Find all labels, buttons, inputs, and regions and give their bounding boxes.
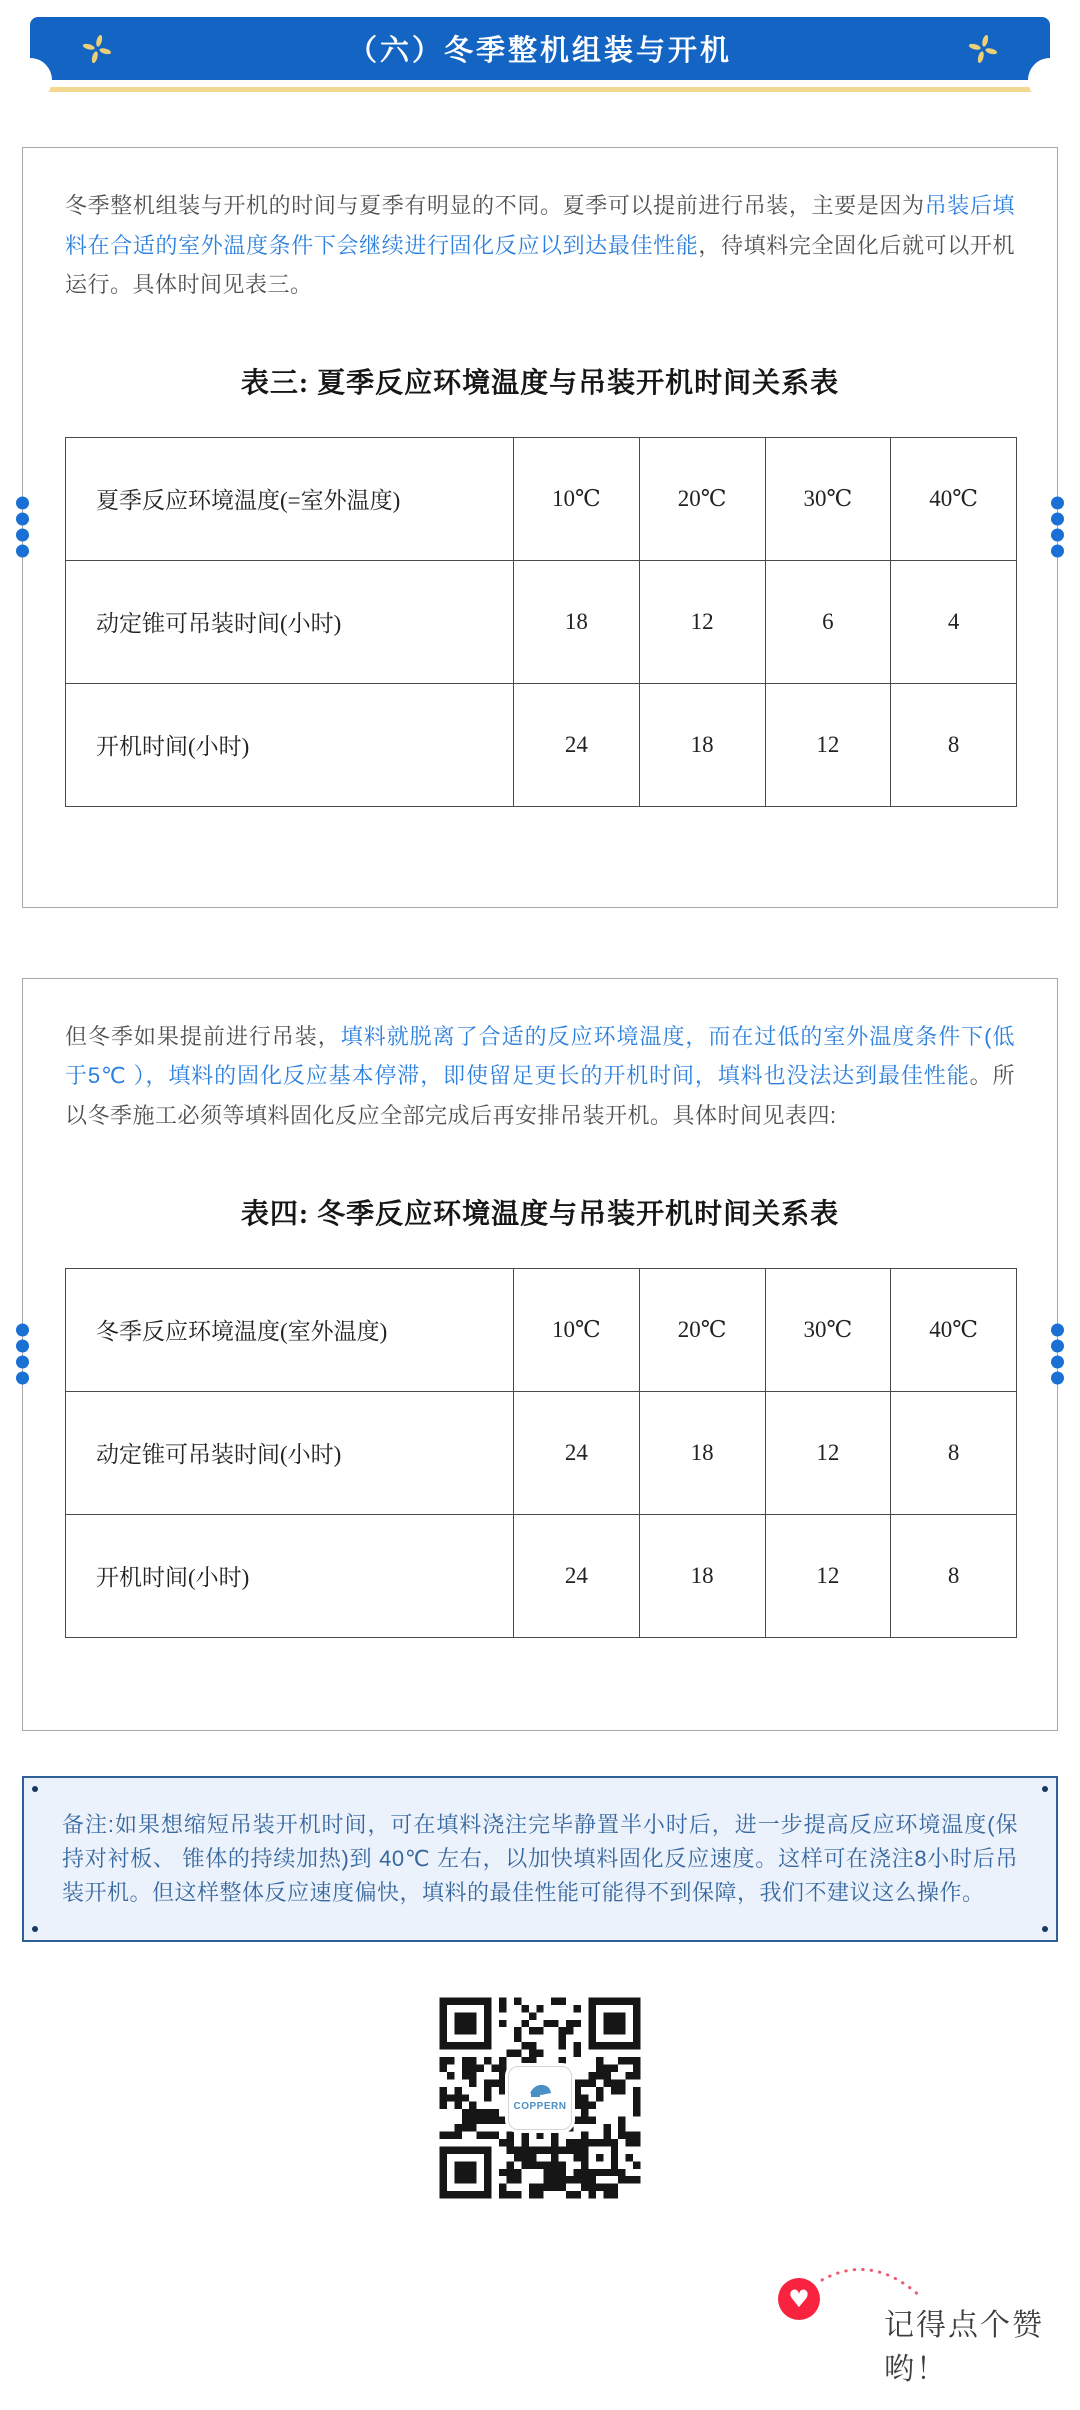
value-cell: 24 xyxy=(514,1391,640,1514)
value-cell: 6 xyxy=(765,560,891,683)
value-cell: 20℃ xyxy=(639,1268,765,1391)
value-cell: 40℃ xyxy=(891,1268,1017,1391)
value-cell: 20℃ xyxy=(639,437,765,560)
row-label-cell: 动定锥可吊装时间(小时) xyxy=(66,1391,514,1514)
qr-logo-text: COPPERN xyxy=(513,2101,567,2113)
row-label-cell: 夏季反应环境温度(=室外温度) xyxy=(66,437,514,560)
value-cell: 24 xyxy=(514,683,640,806)
text-segment: ，待填料完全固化后就可以开机运行。具体时间见表三。 xyxy=(65,232,1015,298)
winter-table-title: 表四: 冬季反应环境温度与吊装开机时间关系表 xyxy=(240,1198,840,1230)
coppern-logo-icon xyxy=(527,2083,553,2099)
value-cell: 8 xyxy=(891,1391,1017,1514)
row-label-cell: 冬季反应环境温度(室外温度) xyxy=(66,1268,514,1391)
page xyxy=(0,17,1080,2386)
value-cell: 8 xyxy=(891,1514,1017,1637)
note-text: 备注:如果想缩短吊装开机时间，可在填料浇注完毕静置半小时后，进一步提高反应环境温度(保持对衬板、 锥体的持续加热)到 40℃ 左右，以加快填料固化反应速度。这样可在浇注8小时后吊装开机。但这样整体反应速度偏快，填料的最佳性能可能得不到保障，我们不建议这么操作。 xyxy=(62,1811,1018,1905)
summer-paragraph xyxy=(65,186,1015,305)
summer-table-title: 表三: 夏季反应环境温度与吊装开机时间关系表 xyxy=(240,367,840,399)
value-cell: 12 xyxy=(765,1514,891,1637)
content-box-summer xyxy=(22,147,1058,908)
value-cell: 18 xyxy=(514,560,640,683)
value-cell: 24 xyxy=(514,1514,640,1637)
qr-code-block xyxy=(432,1990,648,2206)
text-segment: 冬季整机组装与开机的时间与夏季有明显的不同。夏季可以提前进行吊装，主要是因为 xyxy=(65,193,925,218)
decorative-dots-right xyxy=(1051,1324,1064,1385)
heart-icon[interactable]: ♥ xyxy=(778,2278,820,2320)
value-cell: 18 xyxy=(639,1391,765,1514)
value-cell: 12 xyxy=(765,1391,891,1514)
value-cell: 10℃ xyxy=(514,437,640,560)
like-text: 记得点个赞哟！ xyxy=(884,2308,1044,2386)
table-row xyxy=(66,1268,1017,1391)
sparkle-icon-right xyxy=(968,34,998,64)
value-cell: 12 xyxy=(639,560,765,683)
decorative-dots-left xyxy=(16,1324,29,1385)
qr-logo xyxy=(508,2066,572,2130)
header-underline xyxy=(40,87,1040,92)
decorative-dots-left xyxy=(16,497,29,558)
value-cell: 18 xyxy=(639,1514,765,1637)
value-cell: 40℃ xyxy=(891,437,1017,560)
winter-table xyxy=(65,1268,1017,1638)
text-segment: 但冬季如果提前进行吊装， xyxy=(65,1023,341,1049)
page-title: （六）冬季整机组装与开机 xyxy=(347,35,732,67)
value-cell: 4 xyxy=(891,560,1017,683)
corner-dot xyxy=(32,1926,38,1932)
corner-dot xyxy=(1042,1786,1048,1792)
table-row xyxy=(66,1391,1017,1514)
text-segment: 。所以冬季施工必须等填料固化反应全部完成后再安排吊装开机。具体时间见表四: xyxy=(65,1063,1015,1128)
value-cell: 12 xyxy=(765,683,891,806)
row-label-cell: 动定锥可吊装时间(小时) xyxy=(66,560,514,683)
decorative-dots-right xyxy=(1051,497,1064,558)
value-cell: 30℃ xyxy=(765,1268,891,1391)
text-segment: 吊装后填料在合适的室外温度条件下会继续进行固化反应以到达最佳性能 xyxy=(65,193,1015,258)
table-row xyxy=(66,560,1017,683)
value-cell: 30℃ xyxy=(765,437,891,560)
value-cell: 10℃ xyxy=(514,1268,640,1391)
note-box xyxy=(22,1776,1058,1942)
footer xyxy=(0,2250,1080,2410)
summer-table xyxy=(65,437,1017,807)
corner-dot xyxy=(1042,1926,1048,1932)
value-cell: 8 xyxy=(891,683,1017,806)
row-label-cell: 开机时间(小时) xyxy=(66,1514,514,1637)
table-row xyxy=(66,1514,1017,1637)
table-row xyxy=(66,683,1017,806)
row-label-cell: 开机时间(小时) xyxy=(66,683,514,806)
table-row xyxy=(66,437,1017,560)
winter-paragraph xyxy=(65,1017,1015,1136)
value-cell: 18 xyxy=(639,683,765,806)
header-bar xyxy=(30,17,1050,80)
sparkle-icon-left xyxy=(82,34,112,64)
content-box-winter xyxy=(22,978,1058,1731)
corner-dot xyxy=(32,1786,38,1792)
text-segment: 填料就脱离了合适的反应环境温度，而在过低的室外温度条件下(低于5℃ ），填料的固化反应基本停滞，即使留足更长的开机时间，填料也没法达到最佳性能 xyxy=(65,1023,1015,1089)
